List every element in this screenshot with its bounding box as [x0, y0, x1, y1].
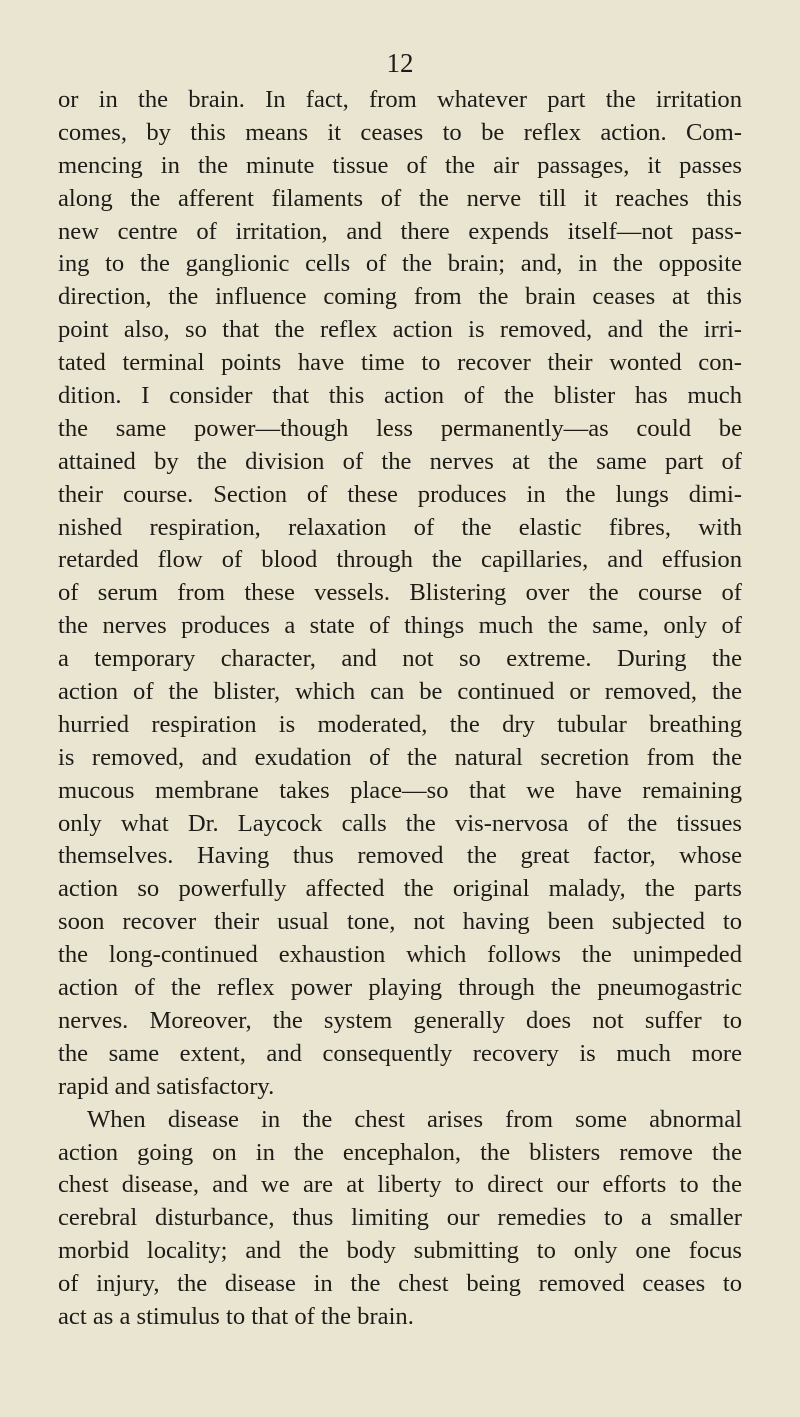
text-line: the nerves produces a state of things much the same, only of [58, 612, 742, 640]
text-line: the same power—though less permanently—as could be [58, 414, 742, 442]
text-line: action going on in the encephalon, the blisters remove the [58, 1138, 742, 1166]
text-line: hurried respiration is moderated, the dry tubular breathing [58, 710, 742, 738]
body-text [58, 84, 742, 1334]
text-line: themselves. Having thus removed the great factor, whose [58, 842, 742, 870]
text-line: of serum from these vessels. Blistering over the course of [58, 579, 742, 607]
text-line: is removed, and exudation of the natural secretion from the [58, 743, 742, 771]
paragraph-end-line: act as a stimulus to that of the brain. [58, 1302, 414, 1330]
text-line: chest disease, and we are at liberty to direct our efforts to the [58, 1171, 742, 1199]
text-line: tated terminal points have time to recover their wonted con- [58, 349, 742, 377]
text-line: mucous membrane takes place—so that we have remaining [58, 776, 742, 804]
text-line: ing to the ganglionic cells of the brain; and, in the opposite [58, 250, 742, 278]
text-line: action of the blister, which can be continued or removed, the [58, 678, 742, 706]
text-line: action of the reflex power playing through the pneumogastric [58, 974, 742, 1002]
paragraph-end-line: rapid and satisfactory. [58, 1072, 275, 1100]
text-line: only what Dr. Laycock calls the vis-nervosa of the tissues [58, 809, 742, 837]
text-line: action so powerfully affected the original malady, the parts [58, 875, 742, 903]
text-line: along the afferent filaments of the nerve till it reaches this [58, 184, 742, 212]
text-line: point also, so that the reflex action is removed, and the irri- [58, 316, 742, 344]
text-line: of injury, the disease in the chest being removed ceases to [58, 1270, 742, 1298]
text-line: mencing in the minute tissue of the air passages, it passes [58, 151, 742, 179]
text-line: nished respiration, relaxation of the elastic fibres, with [58, 513, 742, 541]
text-line: comes, by this means it ceases to be reflex action. Com- [58, 118, 742, 146]
text-line: a temporary character, and not so extreme. During the [58, 645, 742, 673]
text-line: retarded flow of blood through the capillaries, and effusion [58, 546, 742, 574]
page-number: 12 [386, 48, 414, 78]
text-line: or in the brain. In fact, from whatever part the irritation [58, 86, 742, 113]
text-line: direction, the influence coming from the brain ceases at this [58, 283, 742, 311]
text-line: new centre of irritation, and there expends itself—not pass- [58, 217, 742, 245]
text-line: the long-continued exhaustion which follows the unimpeded [58, 941, 742, 969]
paragraph-start-line: When disease in the chest arises from some abnormal [87, 1105, 742, 1133]
text-line: their course. Section of these produces in the lungs dimi- [58, 480, 742, 508]
text-line: morbid locality; and the body submitting to only one focus [58, 1237, 742, 1265]
text-line: attained by the division of the nerves at the same part of [58, 447, 742, 475]
text-line: nerves. Moreover, the system generally does not suffer to [58, 1006, 742, 1034]
text-line: the same extent, and consequently recovery is much more [58, 1039, 742, 1067]
text-line: cerebral disturbance, thus limiting our remedies to a smaller [58, 1204, 742, 1232]
text-line: soon recover their usual tone, not having been subjected to [58, 908, 742, 936]
text-line: dition. I consider that this action of the blister has much [58, 382, 742, 410]
